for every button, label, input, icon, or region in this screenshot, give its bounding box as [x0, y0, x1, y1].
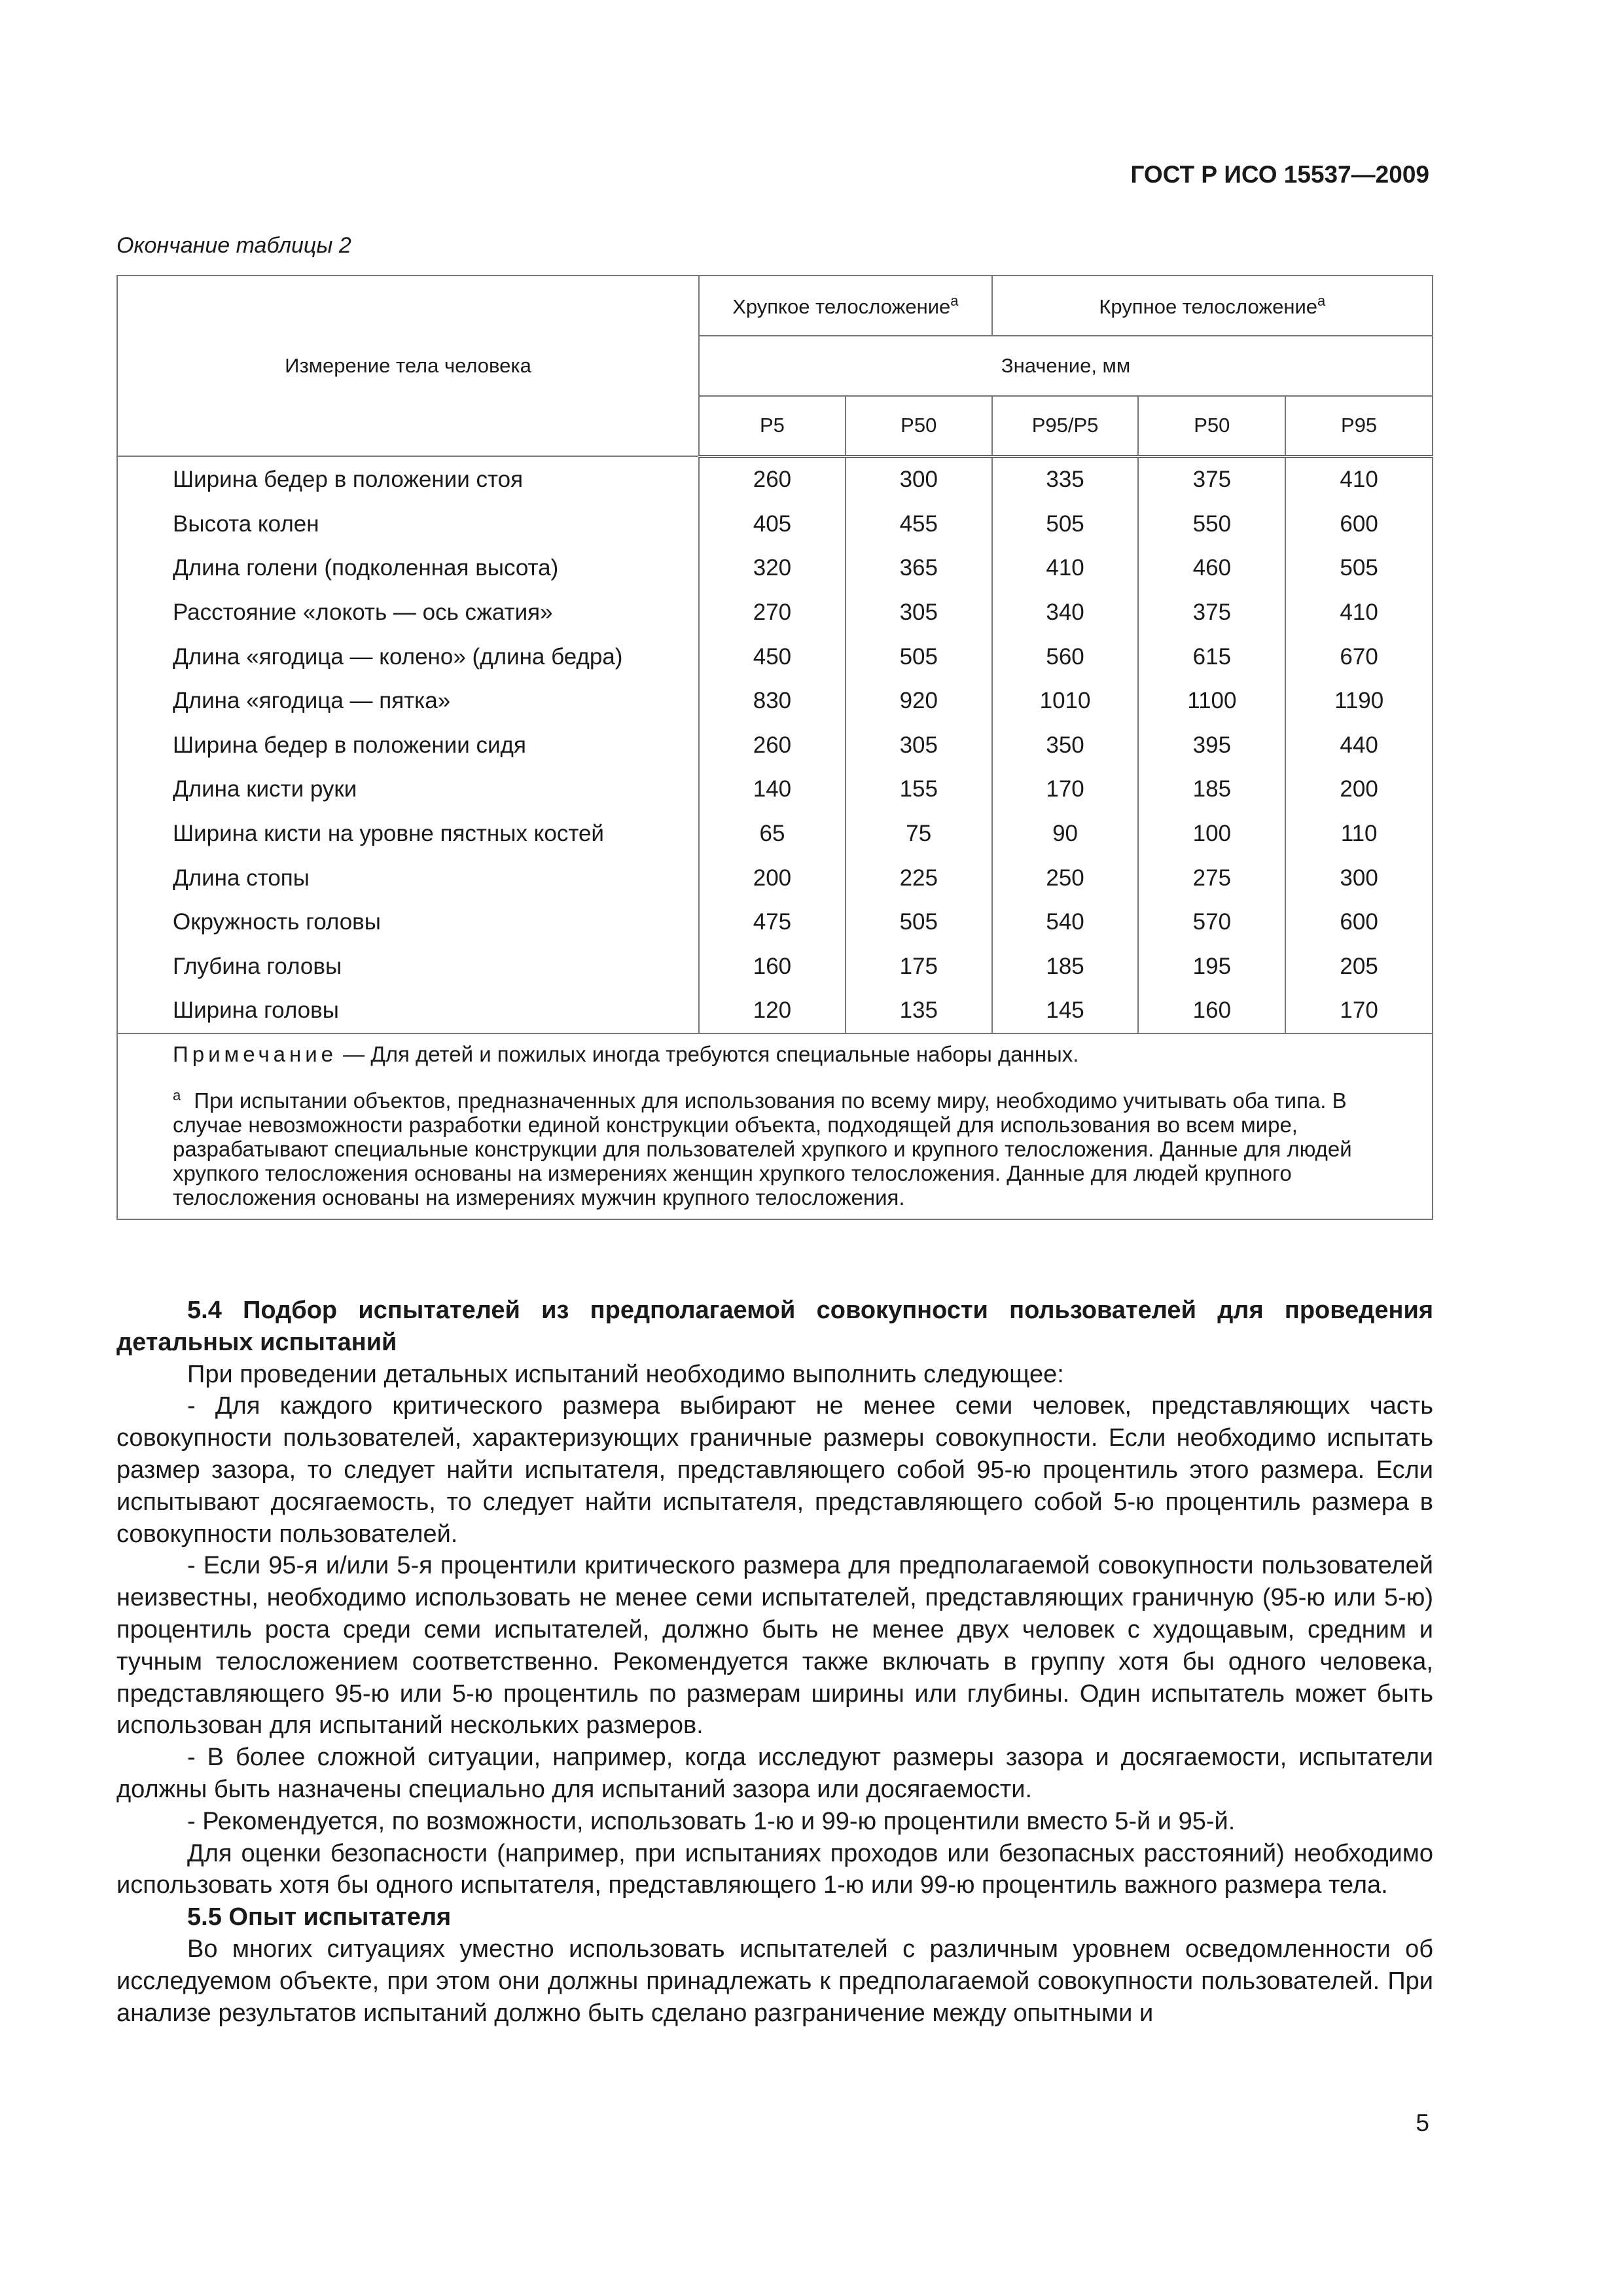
table-row: Длина кисти руки 140 155 170 185 200 [117, 768, 1433, 812]
group-large-header: Крупное телосложение$^a$ [992, 276, 1433, 336]
column-header: P50 [846, 396, 992, 456]
column-header: P50 [1138, 396, 1285, 456]
section-heading-5-4: 5.4 Подбор испытателей из предполагаемой совокупности пользователей для проведения детальных испытаний [116, 1297, 1433, 1356]
anthropometric-table [116, 275, 1433, 1220]
table-row: Длина «ягодица — колено» (длина бедра) 450 505 560 615 670 [117, 635, 1433, 679]
footnote-marker: a [1317, 293, 1326, 309]
table-row: Ширина головы 120 135 145 160 170 [117, 989, 1433, 1034]
row-header: Измерение тела человека [117, 276, 699, 456]
table-row: Ширина кисти на уровне пястных костей 65 75 90 100 110 [117, 812, 1433, 856]
table-row: Глубина головы 160 175 185 195 205 [117, 944, 1433, 989]
table-footnote: $^a$ При испытании объектов, предназначенных для использования по всему миру, необходимо учитывать оба типа. В случае невозможности разработки единой конструкции объекта, подходящей для использования во всем мире, разрабатывают специальные конструкции для пользователей хрупкого и крупного телосложения. Данные для людей хрупкого телосложения основаны на измерениях женщин хрупкого телосложения. Данные для людей крупного телосложения основаны на измерениях мужчин крупного телосложения. [173, 1087, 1352, 1210]
list-item: - Для каждого критического размера выбирают не менее семи человек, представляющих часть совокупности пользователей, характеризующих граничные размеры совокупности. Если необходимо испытать размер зазора, то следует найти испытателя, представляющего собой 95-ю процентиль этого размера. Если испытывают досягаемость, то следует найти испытателя, представляющего собой 5-ю процентиль размера в совокупности пользователей. [116, 1392, 1433, 1548]
table-row: Длина стопы 200 225 250 275 300 [117, 856, 1433, 901]
table-row: Ширина бедер в положении сидя 260 305 350 395 440 [117, 723, 1433, 768]
units-header: Значение, мм [699, 336, 1433, 396]
footnote-marker: a [950, 293, 959, 309]
page-number: 5 [1416, 2109, 1429, 2136]
column-header: P95 [1285, 396, 1433, 456]
column-header: P95/P5 [992, 396, 1139, 456]
table-row: Ширина бедер в положении стоя 260 300 335 375 410 [117, 456, 1433, 502]
table-row: Высота колен 405 455 505 550 600 [117, 502, 1433, 547]
paragraph: При проведении детальных испытаний необходимо выполнить следующее: [187, 1360, 1064, 1388]
section-heading-5-5: 5.5 Опыт испытателя [187, 1903, 452, 1931]
list-item: - Если 95-я и/или 5-я процентили критического размера для предполагаемой совокупности пользователей неизвестны, необходимо использовать не менее семи испытателей, представляющих граничную (95-ю или 5-ю) процентиль роста среди семи испытателей, должно быть не менее двух человек с худощавым, средним и тучным телосложением соответственно. Рекомендуется также включать в группу хотя бы одного человека, представляющего 95-ю или 5-ю процентиль по размерам ширины или глубины. Один испытатель может быть использован для испытаний нескольких размеров. [116, 1552, 1433, 1740]
list-item: - В более сложной ситуации, например, когда исследуют размеры зазора и досягаемости, испытатели должны быть назначены специально для испытаний зазора или досягаемости. [116, 1744, 1433, 1803]
paragraph: Во многих ситуациях уместно использовать испытателей с различным уровнем осведомленности об исследуемом объекте, при этом они должны принадлежать к предполагаемой совокупности пользователей. При анализе результатов испытаний должно быть сделано разграничение между опытными и [116, 1935, 1433, 2027]
body-text [116, 1295, 1433, 2029]
standard-code: ГОСТ Р ИСО 15537—2009 [1130, 161, 1429, 188]
list-item: - Рекомендуется, по возможности, использовать 1-ю и 99-ю процентили вместо 5-й и 95-й. [187, 1807, 1236, 1835]
column-header: P5 [699, 396, 846, 456]
table-caption: Окончание таблицы 2 [116, 233, 351, 258]
group-small-header: Хрупкое телосложение$^a$ [699, 276, 992, 336]
table-row: Длина голени (подколенная высота) 320 365 410 460 505 [117, 547, 1433, 591]
table-notes [117, 1033, 1433, 1219]
table-row: Длина «ягодица — пятка» 830 920 1010 1100 1190 [117, 679, 1433, 723]
paragraph: Для оценки безопасности (например, при испытаниях проходов или безопасных расстояний) необходимо использовать хотя бы одного испытателя, представляющего 1-ю или 99-ю процентиль важного размера тела. [116, 1839, 1433, 1899]
table-row: Расстояние «локоть — ось сжатия» 270 305 340 375 410 [117, 590, 1433, 635]
table-row: Окружность головы 475 505 540 570 600 [117, 900, 1433, 944]
table-note: Примечание — Для детей и пожилых иногда требуются специальные наборы данных. [173, 1042, 1079, 1067]
